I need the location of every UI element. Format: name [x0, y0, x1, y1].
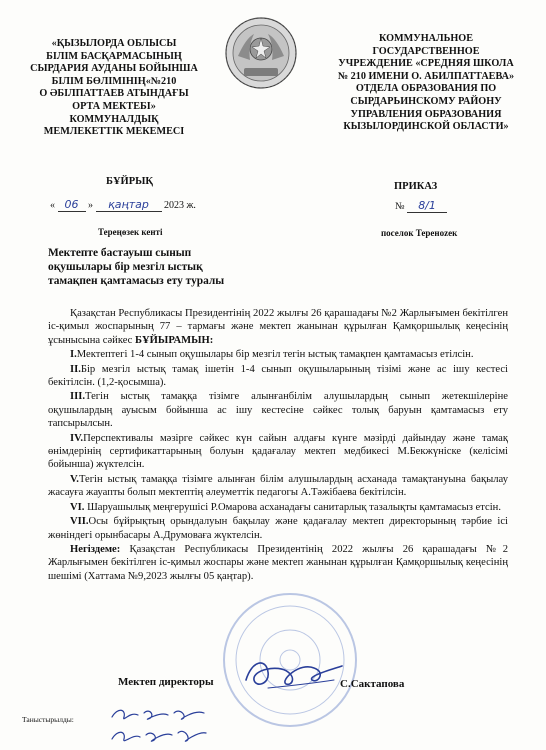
header-kz-line: ОРТА МЕКТЕБІ»: [72, 100, 156, 112]
header-ru-line: ОТДЕЛА ОБРАЗОВАНИЯ ПО: [355, 83, 497, 95]
body-intro-text: Қазақстан Республикасы Президентінің 2022 жылғы 26 қарашадағы №2 Жарлығымен бекітілген іс-қимыл жоспарының 77 – тармағы және мектеп жанынан құрылған Қамқоршылық кеңесінің ұсынысына сәйкес: [48, 308, 508, 346]
body-basis: [48, 543, 508, 583]
subject-line: Мектепте бастауыш сынып: [48, 247, 192, 259]
body-intro: [48, 307, 508, 347]
item-number: I.: [70, 349, 77, 361]
date-quote-close: »: [88, 200, 93, 211]
body-item: [48, 348, 508, 361]
order-body: [48, 307, 508, 583]
handwritten-signature-icon: [238, 650, 348, 696]
header-kz-line: БІЛІМ БӨЛІМІНІҢ«№210: [51, 75, 177, 87]
kazakhstan-state-emblem-icon: [224, 16, 298, 90]
header-ru-line: КОММУНАЛЬНОЕ: [378, 33, 473, 44]
header-ru-line: УПРАВЛЕНИЯ ОБРАЗОВАНИЯ: [350, 108, 502, 120]
header-ru-line: № 210 ИМЕНИ О. АБИЛПАТТАЕВА»: [337, 70, 515, 82]
place-kz: Тереңөзек кенті: [98, 227, 163, 237]
header-ru-line: ГОСУДАРСТВЕННОЕ: [372, 45, 480, 57]
director-name: С.Сактапова: [340, 678, 405, 690]
header-ru-line: СЫРДАРЬИНСКОМУ РАЙОНУ: [350, 95, 502, 107]
item-text: Тегін ыстық тамаққа тізімге алынған білім алушылардың асханада тамақтануына бақылау жасауға жауапты болып мектептің әлеуметтік педагогы А.Тәжібаева бекітілсін.: [48, 473, 508, 499]
item-text: Осы бұйрықтың орындалуын бақылау және қадағалау мектеп директорының тәрбие ісі жөніндегі орынбасары А.Друмоваға жүктелсін.: [48, 516, 508, 541]
item-number: VII.: [70, 516, 89, 528]
familiarization-signatures-icon: [108, 703, 208, 747]
director-title: Мектеп директоры: [118, 676, 214, 688]
subject-line: оқушылары бір мезгіл ыстық: [48, 261, 203, 273]
header-ru-line: КЫЗЫЛОРДИНСКОЙ ОБЛАСТИ»: [343, 121, 509, 133]
body-item: [48, 515, 508, 542]
header-ru-institution: [320, 33, 532, 134]
order-number-value: 8/1: [407, 199, 447, 213]
basis-text: Қазақстан Республикасы Президентінің 2022 жылғы 26 қарашадағы №2 Жарлығымен бекітілген іс-қимыл жоспары және мектеп жанынан құрылған Қамқоршылық кеңесінің шешімі (Хаттама №9,2023 жылғы 05 қаңтар).: [48, 543, 508, 582]
item-number: V.: [70, 473, 79, 485]
body-item: [48, 501, 508, 514]
item-text: Мектептегі 1-4 сынып оқушылары бір мезгіл тегін ыстық тамақпен қамтамасыз етілсін.: [76, 349, 474, 361]
date-month: қаңтар: [96, 198, 162, 212]
order-title-ru: ПРИКАЗ: [394, 181, 438, 192]
item-text: Перспективалы мәзірге сәйкес күн сайын алдағы күнге мәзірді дайындау және тамақ өнімдерінің сертификаттарының болуын қадағалау мектеп медбикесі М.Бекжүніске (келісімі бойынша) жүктелсін.: [48, 432, 508, 471]
header-kz-line: КОММУНАЛДЫҚ: [69, 113, 159, 125]
item-number: II.: [70, 363, 81, 375]
header-kz-line: СЫРДАРИЯ АУДАНЫ БОЙЫНША: [30, 63, 198, 75]
order-number-prefix: №: [395, 201, 405, 212]
item-text: Шаруашылық меңгерушісі Р.Омарова асханадағы санитарлық тазалықты қамтамасыз етсін.: [84, 501, 501, 513]
date-day: 06: [58, 198, 86, 212]
date-year: 2023 ж.: [164, 200, 196, 211]
body-item: [48, 473, 508, 500]
body-item: [48, 432, 508, 472]
order-date: [50, 198, 196, 212]
subject-line: тамақпен қамтамасыз ету туралы: [48, 275, 225, 287]
basis-label: Негіздеме:: [70, 543, 121, 555]
place-ru: поселок Тереноzек: [381, 228, 458, 238]
header-kz-line: «ҚЫЗЫЛОРДА ОБЛЫСЫ: [51, 38, 177, 49]
header-kz-line: О ӘБІЛПАТТАЕВ АТЫНДАҒЫ: [39, 88, 189, 100]
item-number: III.: [70, 391, 86, 403]
header-kz-institution: [14, 38, 214, 139]
order-title-kz: БҰЙРЫҚ: [106, 176, 154, 187]
item-number: VI.: [70, 501, 85, 513]
body-intro-directive: БҰЙЫРАМЫН:: [135, 334, 214, 346]
order-subject: [48, 246, 248, 288]
body-item: [48, 390, 508, 430]
item-number: IV.: [70, 432, 84, 444]
item-text: Бір мезгіл ыстық тамақ ішетін 1-4 сынып оқушыларының тізімі және ас ішу кестесі бекітілсін. (1,2-қосымша).: [48, 363, 508, 389]
familiarized-label: Таныстырылды:: [22, 715, 74, 724]
body-item: [48, 363, 508, 390]
header-kz-line: МЕМЛЕКЕТТІК МЕКЕМЕСІ: [43, 126, 185, 138]
item-text: Тегін ыстық тамаққа тізімге алынғанбілім алушылардың сынып жетекшілеріне оқушылардың ауысым бойынша ас ішу кестесіне сәйкес толық баруын қамтамасыз ету тапсырылсын.: [48, 391, 508, 430]
header-ru-line: УЧРЕЖДЕНИЕ «СРЕДНЯЯ ШКОЛА: [338, 58, 514, 70]
order-number: [395, 199, 447, 213]
header-kz-line: БІЛІМ БАСҚАРМАСЫНЫҢ: [46, 50, 182, 62]
date-quote-open: «: [50, 200, 55, 211]
